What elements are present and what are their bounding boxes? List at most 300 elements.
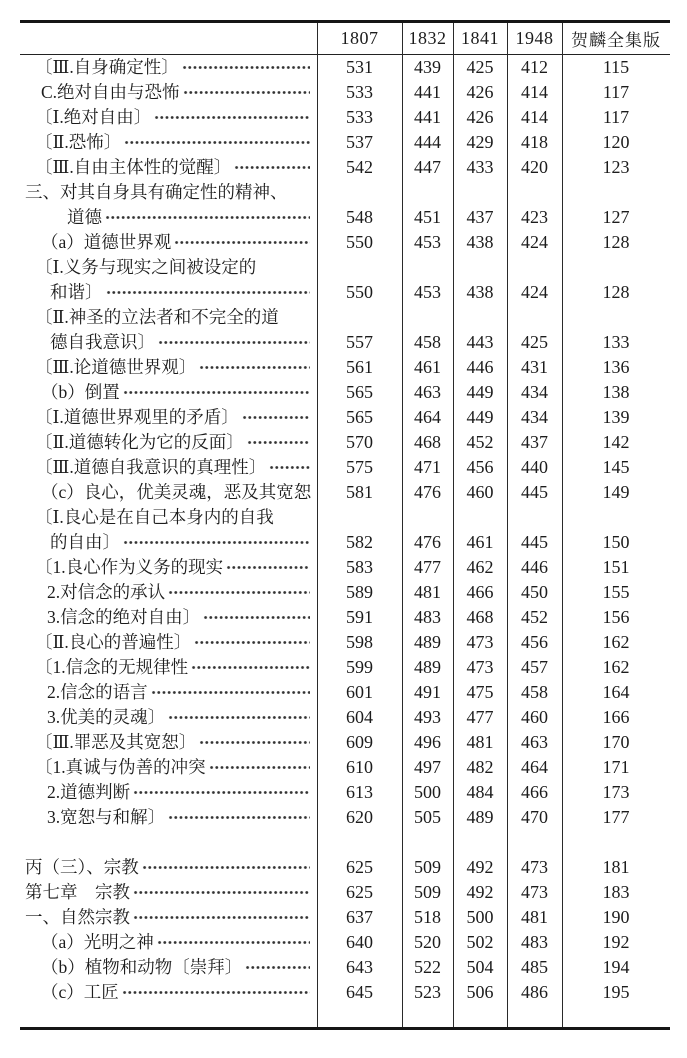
- page-number: 581: [346, 482, 373, 502]
- page-number: 520: [414, 932, 441, 952]
- toc-row: [20, 955, 670, 980]
- dot-leader: [199, 730, 310, 755]
- page-number: 450: [521, 582, 548, 602]
- toc-row: [20, 280, 670, 305]
- page-number: 461: [414, 357, 441, 377]
- page-number: 518: [414, 907, 441, 927]
- toc-row: [20, 180, 670, 205]
- page-number: 445: [521, 482, 548, 502]
- entry-title: 三、对其自身具有确定性的精神、: [25, 182, 288, 202]
- entry-title: 〔Ⅲ.论道德世界观〕: [35, 357, 197, 377]
- entry-title: 和谐〕: [50, 282, 103, 302]
- entry-title: 〔Ⅲ.道德自我意识的真理性〕: [35, 457, 267, 477]
- toc-row: [20, 905, 670, 930]
- entry-title-cell: [20, 380, 317, 405]
- column-divider: [453, 23, 454, 1027]
- page-number: 473: [521, 882, 548, 902]
- page-number: 565: [346, 407, 373, 427]
- page-number: 491: [414, 682, 441, 702]
- header-cell-1832: 1832: [408, 28, 447, 48]
- page-number: 609: [346, 732, 373, 752]
- page-number: 453: [414, 232, 441, 252]
- entry-title-cell: [20, 80, 317, 105]
- entry-title-cell: [20, 255, 317, 280]
- page-number: 451: [414, 207, 441, 227]
- page-number: 164: [602, 682, 630, 702]
- dot-leader: [191, 655, 310, 680]
- entry-title-cell: [20, 655, 317, 680]
- entry-title: 3.信念的绝对自由〕: [47, 607, 201, 627]
- page-number: 509: [414, 882, 441, 902]
- page-number: [317, 255, 402, 280]
- page-number: [317, 305, 402, 330]
- page-number: 458: [414, 332, 441, 352]
- page-number: 438: [466, 282, 494, 302]
- entry-title: 德自我意识〕: [50, 332, 155, 352]
- page-number: 151: [602, 557, 630, 577]
- entry-title-cell: [20, 330, 317, 355]
- table-header: [20, 23, 670, 55]
- page-number: 484: [466, 782, 494, 802]
- toc-row: [20, 355, 670, 380]
- header-cell-1841: 1841: [461, 28, 499, 48]
- page-number: 481: [521, 907, 548, 927]
- page-number: 589: [346, 582, 373, 602]
- page-number: [317, 505, 402, 530]
- page-number: 120: [602, 132, 630, 152]
- page-number: 162: [602, 632, 630, 652]
- page-number: 601: [346, 682, 373, 702]
- page-number: 463: [414, 382, 441, 402]
- page-number: 155: [602, 582, 630, 602]
- page-number: [402, 180, 453, 205]
- page-number: 509: [414, 857, 441, 877]
- page-number: 433: [466, 157, 494, 177]
- page-number: 531: [346, 57, 373, 77]
- entry-title-cell: [20, 605, 317, 630]
- page-number: 477: [414, 557, 441, 577]
- page-number: 471: [414, 457, 441, 477]
- page-number: 173: [602, 782, 630, 802]
- entry-title: 〔Ⅰ.道德世界观里的矛盾〕: [35, 407, 239, 427]
- page-number: 637: [346, 907, 373, 927]
- page-number: 533: [346, 82, 373, 102]
- page-number: 128: [602, 282, 630, 302]
- entry-title-cell: [20, 630, 317, 655]
- column-divider: [317, 23, 318, 1027]
- page-number: 497: [414, 757, 441, 777]
- dot-leader: [123, 530, 310, 555]
- entry-title-cell: [20, 105, 317, 130]
- page-number: 620: [346, 807, 373, 827]
- dot-leader: [133, 905, 310, 930]
- page-number: 582: [346, 532, 373, 552]
- dot-leader: [122, 980, 310, 1005]
- page-number: [562, 305, 670, 330]
- dot-leader: [106, 280, 311, 305]
- page-number: 429: [466, 132, 494, 152]
- page-number: 194: [602, 957, 630, 977]
- entry-title-cell: [20, 355, 317, 380]
- entry-title-cell: [20, 505, 317, 530]
- page-number: 123: [602, 157, 630, 177]
- page-number: [507, 180, 562, 205]
- page-number: [507, 305, 562, 330]
- dot-leader: [209, 755, 310, 780]
- toc-row: [20, 55, 670, 80]
- dot-leader: [154, 105, 310, 130]
- page-number: 117: [602, 82, 630, 102]
- page-number: 473: [466, 632, 494, 652]
- page-number: 561: [346, 357, 373, 377]
- page-number: 426: [466, 82, 494, 102]
- entry-title: （c）工匠: [41, 982, 119, 1002]
- toc-row: [20, 155, 670, 180]
- page-number: 437: [466, 207, 494, 227]
- toc-row: [20, 205, 670, 230]
- toc-row: [20, 855, 670, 880]
- entry-title: （a）道德世界观: [41, 232, 172, 252]
- entry-title-cell: [20, 880, 317, 905]
- page-number: 466: [466, 582, 494, 602]
- entry-title: （a）光明之神: [41, 932, 154, 952]
- page-number: 443: [466, 332, 494, 352]
- page-number: 542: [346, 157, 373, 177]
- page-number: 470: [521, 807, 548, 827]
- entry-title: 〔Ⅱ.道德转化为它的反面〕: [35, 432, 244, 452]
- toc-concordance-table: [20, 20, 670, 1030]
- entry-title: 〔Ⅱ.良心的普遍性〕: [35, 632, 192, 652]
- page-number: 195: [602, 982, 630, 1002]
- entry-title: 2.对信念的承认: [47, 582, 166, 602]
- page-number: 183: [602, 882, 630, 902]
- entry-title: 〔Ⅲ.自由主体性的觉醒〕: [35, 157, 232, 177]
- header-cell-title: [20, 23, 317, 54]
- page-number: 449: [466, 382, 494, 402]
- entry-title: C.绝对自由与恐怖: [41, 82, 180, 102]
- page-number: [453, 305, 507, 330]
- entry-title-cell: [20, 130, 317, 155]
- dot-leader: [226, 555, 310, 580]
- dot-leader: [142, 855, 310, 880]
- entry-title-cell: [20, 805, 317, 830]
- page-number: 115: [602, 57, 630, 77]
- page-number: 418: [521, 132, 548, 152]
- dot-leader: [105, 205, 310, 230]
- page-number: [562, 505, 670, 530]
- page-number: 145: [602, 457, 630, 477]
- dot-leader: [194, 630, 310, 655]
- dot-leader: [151, 680, 310, 705]
- page-number: 461: [466, 532, 494, 552]
- entry-title: 〔Ⅰ.良心是在自己本身内的自我: [35, 507, 274, 527]
- toc-row: [20, 655, 670, 680]
- toc-row: [20, 505, 670, 530]
- dot-leader: [174, 230, 310, 255]
- page-number: 489: [414, 632, 441, 652]
- page-number: [562, 180, 670, 205]
- page-number: 625: [346, 857, 373, 877]
- page-number: 117: [602, 107, 630, 127]
- entry-title-cell: [20, 155, 317, 180]
- entry-title-cell: [20, 555, 317, 580]
- page-number: [402, 305, 453, 330]
- entry-title-cell: [20, 405, 317, 430]
- page-number: [453, 505, 507, 530]
- entry-title-cell: [20, 730, 317, 755]
- page-number: 464: [414, 407, 441, 427]
- page-number: 548: [346, 207, 373, 227]
- page-number: 565: [346, 382, 373, 402]
- page-number: 473: [466, 657, 494, 677]
- dot-leader: [247, 430, 310, 455]
- page-number: 170: [602, 732, 630, 752]
- page-number: 462: [466, 557, 494, 577]
- entry-title-cell: [20, 430, 317, 455]
- page-number: 598: [346, 632, 373, 652]
- page-number: 452: [466, 432, 494, 452]
- page-number: 523: [414, 982, 441, 1002]
- page-number: 473: [521, 857, 548, 877]
- entry-title: 〔1.良心作为义务的现实: [35, 557, 224, 577]
- page-number: 466: [521, 782, 548, 802]
- page-number: 128: [602, 232, 630, 252]
- page-number: [402, 255, 453, 280]
- entry-title-cell: [20, 180, 317, 205]
- page-number: 477: [466, 707, 494, 727]
- dot-leader: [168, 805, 310, 830]
- toc-row: [20, 305, 670, 330]
- page-number: [507, 505, 562, 530]
- entry-title-cell: [20, 205, 317, 230]
- page-number: 557: [346, 332, 373, 352]
- entry-title: 第七章 宗教: [25, 882, 130, 902]
- page-number: 481: [466, 732, 494, 752]
- page-number: 162: [602, 657, 630, 677]
- page-number: 190: [602, 907, 630, 927]
- page-number: 458: [521, 682, 548, 702]
- page-number: 550: [346, 282, 373, 302]
- page-number: 522: [414, 957, 441, 977]
- entry-title: 3.宽恕与和解〕: [47, 807, 166, 827]
- entry-title: 〔Ⅲ.自身确定性〕: [35, 57, 179, 77]
- page-number: 550: [346, 232, 373, 252]
- dot-leader: [124, 130, 310, 155]
- bottom-spacer: [20, 1005, 670, 1027]
- entry-title-cell: [20, 305, 317, 330]
- entry-title: （b）倒置: [41, 382, 120, 402]
- entry-title-cell: [20, 955, 317, 980]
- column-divider: [402, 23, 403, 1027]
- dot-leader: [182, 55, 310, 80]
- toc-row: [20, 455, 670, 480]
- toc-row: [20, 755, 670, 780]
- page-number: 127: [602, 207, 630, 227]
- toc-row: [20, 530, 670, 555]
- page-number: 570: [346, 432, 373, 452]
- page-number: 475: [466, 682, 494, 702]
- page-number: 502: [466, 932, 494, 952]
- page-number: 171: [602, 757, 630, 777]
- header-cell-1948: 1948: [515, 28, 554, 48]
- toc-row: [20, 380, 670, 405]
- page-number: 505: [414, 807, 441, 827]
- page-number: 446: [521, 557, 548, 577]
- toc-row: [20, 130, 670, 155]
- page-number: 463: [521, 732, 548, 752]
- page-number: 445: [521, 532, 548, 552]
- header-cell-helin-edition: 贺麟全集版: [571, 31, 661, 50]
- page-number: 434: [521, 407, 548, 427]
- toc-row: [20, 630, 670, 655]
- toc-row: [20, 680, 670, 705]
- toc-row: [20, 105, 670, 130]
- page-number: 504: [466, 957, 494, 977]
- page-number: 434: [521, 382, 548, 402]
- page-number: 583: [346, 557, 373, 577]
- entry-title-cell: [20, 930, 317, 955]
- page-number: 136: [602, 357, 630, 377]
- page-number: 640: [346, 932, 373, 952]
- page-number: 453: [414, 282, 441, 302]
- entry-title: 〔1.真诚与伪善的冲突: [35, 757, 206, 777]
- entry-title: 2.道德判断: [47, 782, 131, 802]
- page-number: 500: [414, 782, 441, 802]
- page-number: 460: [521, 707, 548, 727]
- dot-leader: [234, 155, 310, 180]
- page-number: 149: [602, 482, 630, 502]
- dot-leader: [133, 780, 310, 805]
- toc-row: [20, 230, 670, 255]
- page-number: [453, 255, 507, 280]
- page-number: 414: [521, 107, 548, 127]
- page-number: [317, 180, 402, 205]
- toc-row: [20, 555, 670, 580]
- page-number: 425: [466, 57, 494, 77]
- page-number: 464: [521, 757, 548, 777]
- page-number: 575: [346, 457, 373, 477]
- toc-row: [20, 605, 670, 630]
- entry-title: 〔Ⅲ.罪恶及其宽恕〕: [35, 732, 197, 752]
- toc-row: [20, 930, 670, 955]
- entry-title: 〔Ⅱ.神圣的立法者和不完全的道: [35, 307, 279, 327]
- page-number: 460: [466, 482, 494, 502]
- dot-leader: [242, 405, 310, 430]
- page-number: 468: [466, 607, 494, 627]
- page-number: 604: [346, 707, 373, 727]
- entry-title-cell: [20, 480, 317, 505]
- page-number: 446: [466, 357, 494, 377]
- page-number: 486: [521, 982, 548, 1002]
- page-number: 138: [602, 382, 630, 402]
- toc-row: [20, 730, 670, 755]
- dot-leader: [245, 955, 310, 980]
- table-body: [20, 55, 670, 1005]
- page-number: [507, 255, 562, 280]
- page-number: 483: [414, 607, 441, 627]
- page-number: [402, 505, 453, 530]
- entry-title: 一、自然宗教: [25, 907, 130, 927]
- entry-title-cell: [20, 55, 317, 80]
- page-number: 444: [414, 132, 441, 152]
- dot-leader: [203, 605, 310, 630]
- toc-row: [20, 330, 670, 355]
- column-divider: [562, 23, 563, 1027]
- page-number: 439: [414, 57, 441, 77]
- toc-row: [20, 980, 670, 1005]
- toc-row: [20, 80, 670, 105]
- entry-title-cell: [20, 530, 317, 555]
- page-number: 500: [466, 907, 494, 927]
- page-number: 456: [521, 632, 548, 652]
- page-number: 133: [602, 332, 630, 352]
- page-number: 489: [414, 657, 441, 677]
- entry-title: 道德: [67, 207, 102, 227]
- toc-row: [20, 580, 670, 605]
- page-number: 156: [602, 607, 630, 627]
- page-number: 493: [414, 707, 441, 727]
- page-number: 139: [602, 407, 630, 427]
- page-number: 441: [414, 82, 441, 102]
- entry-title: 〔Ⅰ.义务与现实之间被设定的: [35, 257, 257, 277]
- page-number: 423: [521, 207, 548, 227]
- entry-title-cell: [20, 705, 317, 730]
- page-number: 150: [602, 532, 630, 552]
- entry-title: 丙（三）、宗教: [25, 857, 139, 877]
- entry-title-cell: [20, 680, 317, 705]
- page-number: 424: [521, 282, 548, 302]
- entry-title-cell: [20, 905, 317, 930]
- page-number: 625: [346, 882, 373, 902]
- page-number: 643: [346, 957, 373, 977]
- page-number: 645: [346, 982, 373, 1002]
- page-number: 420: [521, 157, 548, 177]
- page-number: 440: [521, 457, 548, 477]
- page-number: 456: [466, 457, 494, 477]
- page-number: 533: [346, 107, 373, 127]
- toc-row: [20, 480, 670, 505]
- page-number: 485: [521, 957, 548, 977]
- dot-leader: [168, 705, 310, 730]
- page-number: 476: [414, 482, 441, 502]
- entry-title-cell: [20, 780, 317, 805]
- page-number: 192: [602, 932, 630, 952]
- page-number: 610: [346, 757, 373, 777]
- page-number: 483: [521, 932, 548, 952]
- toc-row: [20, 430, 670, 455]
- page-number: 613: [346, 782, 373, 802]
- entry-title-cell: [20, 755, 317, 780]
- entry-title-cell: [20, 230, 317, 255]
- entry-title-cell: [20, 580, 317, 605]
- column-divider: [507, 23, 508, 1027]
- dot-leader: [158, 330, 310, 355]
- entry-title: 〔1.信念的无规律性: [35, 657, 189, 677]
- header-cell-1807: 1807: [340, 28, 379, 48]
- page-number: 181: [602, 857, 630, 877]
- page-number: 496: [414, 732, 441, 752]
- entry-title-cell: [20, 455, 317, 480]
- page-number: [453, 180, 507, 205]
- page-number: 492: [466, 882, 494, 902]
- entry-title: 2.信念的语言: [47, 682, 148, 702]
- toc-row: [20, 255, 670, 280]
- entry-title: 〔Ⅱ.恐怖〕: [35, 132, 122, 152]
- dot-leader: [183, 80, 310, 105]
- entry-title: 〔Ⅰ.绝对自由〕: [35, 107, 152, 127]
- entry-title: （c）良心，优美灵魂，恶及其宽恕: [41, 482, 312, 502]
- toc-row: [20, 705, 670, 730]
